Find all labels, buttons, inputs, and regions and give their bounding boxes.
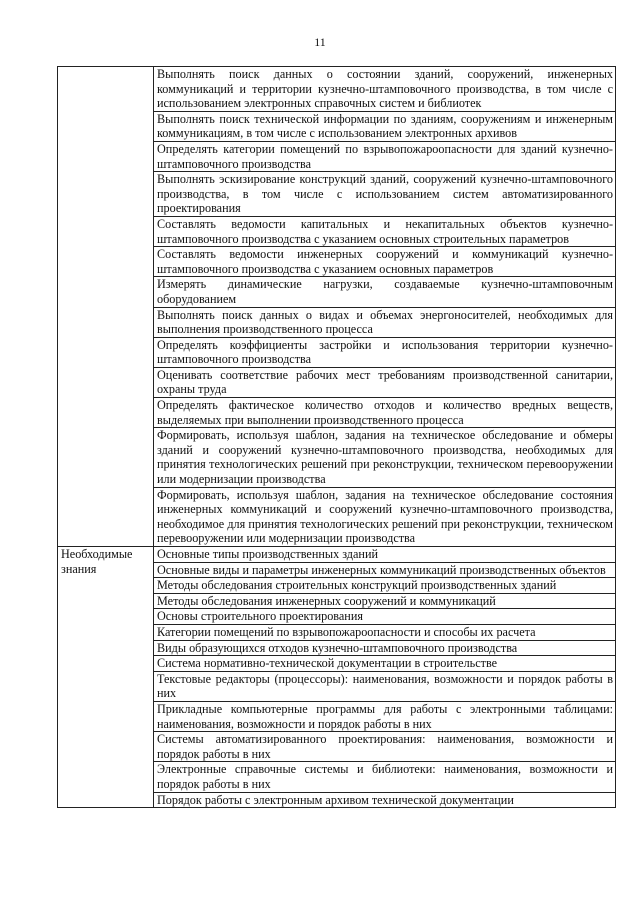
page-number: 11 xyxy=(314,35,326,49)
knowledge-item: Основные виды и параметры инженерных коммуникаций производственных объектов xyxy=(154,562,616,578)
actions-item: Выполнять поиск данных о состоянии зданий, сооружений, инженерных коммуникаций и территории кузнечно-штамповочного производства, в том числе с использованием электронных справочных систем и библиотек xyxy=(154,67,616,112)
actions-item: Выполнять поиск данных о видах и объемах энергоносителей, необходимых для выполнения производственного процесса xyxy=(154,307,616,337)
actions-item: Составлять ведомости капитальных и некапитальных объектов кузнечно-штамповочного производства с указанием основных строительных параметров xyxy=(154,216,616,246)
knowledge-label: Необходимые знания xyxy=(61,547,133,576)
actions-item: Измерять динамические нагрузки, создаваемые кузнечно-штамповочным оборудованием xyxy=(154,277,616,307)
knowledge-item: Основы строительного проектирования xyxy=(154,609,616,625)
knowledge-item: Прикладные компьютерные программы для работы с электронными таблицами: наименования, возможности и порядок работы в них xyxy=(154,701,616,731)
actions-item: Выполнять поиск технической информации по зданиям, сооружениям и инженерным коммуникациям, в том числе с использованием электронных архивов xyxy=(154,111,616,141)
actions-row xyxy=(58,67,616,112)
knowledge-item: Основные типы производственных зданий xyxy=(154,547,616,563)
requirements-table xyxy=(57,66,616,808)
actions-item: Формировать, используя шаблон, задания на техническое обследование состояния инженерных коммуникаций и сооружений кузнечно-штамповочного производства, необходимое для принятия технологических решений при реконструкции, техническом перевооружении или модернизации производства xyxy=(154,487,616,546)
knowledge-item: Системы автоматизированного проектирования: наименования, возможности и порядок работы в них xyxy=(154,732,616,762)
actions-item: Определять категории помещений по взрывопожароопасности для зданий кузнечно-штамповочного производства xyxy=(154,141,616,171)
knowledge-label-cell xyxy=(58,547,154,808)
knowledge-item: Электронные справочные системы и библиотеки: наименования, возможности и порядок работы в них xyxy=(154,762,616,792)
knowledge-item: Методы обследования инженерных сооружений и коммуникаций xyxy=(154,593,616,609)
actions-item: Выполнять эскизирование конструкций зданий, сооружений кузнечно-штамповочного производства, в том числе с использованием систем автоматизированного проектирования xyxy=(154,172,616,217)
actions-item: Оценивать соответствие рабочих мест требованиям производственной санитарии, охраны труда xyxy=(154,367,616,397)
knowledge-item: Порядок работы с электронным архивом технической документации xyxy=(154,792,616,808)
knowledge-item: Методы обследования строительных конструкций производственных зданий xyxy=(154,578,616,594)
actions-item: Определять фактическое количество отходов и количество вредных веществ, выделяемых при выполнении производственного процесса xyxy=(154,398,616,428)
knowledge-item: Категории помещений по взрывопожароопасности и способы их расчета xyxy=(154,624,616,640)
actions-item: Составлять ведомости инженерных сооружений и коммуникаций кузнечно-штамповочного производства с указанием основных параметров xyxy=(154,247,616,277)
knowledge-item: Виды образующихся отходов кузнечно-штамповочного производства xyxy=(154,640,616,656)
knowledge-row xyxy=(58,547,616,563)
knowledge-item: Система нормативно-технической документации в строительстве xyxy=(154,656,616,672)
actions-item: Определять коэффициенты застройки и использования территории кузнечно-штамповочного производства xyxy=(154,337,616,367)
knowledge-item: Текстовые редакторы (процессоры): наименования, возможности и порядок работы в них xyxy=(154,671,616,701)
actions-label-cell xyxy=(58,67,154,547)
actions-item: Формировать, используя шаблон, задания на техническое обследование и обмеры зданий и сооружений кузнечно-штамповочного производства, необходимых для принятия технологических решений при реконструкции, техническом перевооружении или модернизации производства xyxy=(154,428,616,487)
